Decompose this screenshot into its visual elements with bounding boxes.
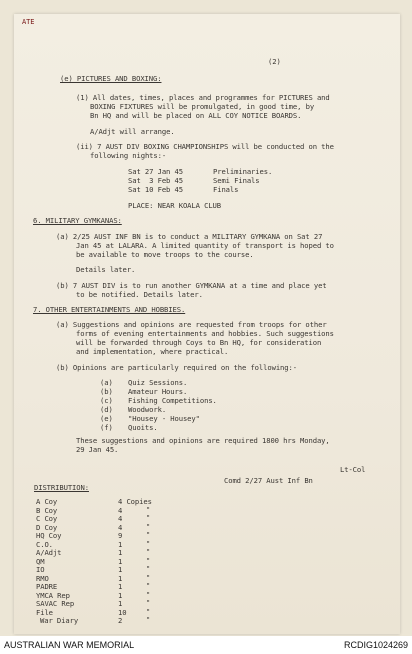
schedule-date-3: Sat 10 Feb 45 (128, 185, 183, 194)
footer-source: AUSTRALIAN WAR MEMORIAL (4, 640, 135, 650)
distribution-heading: DISTRIBUTION: (34, 483, 89, 492)
signature-unit: Comd 2/27 Aust Inf Bn (224, 476, 313, 485)
place-line: PLACE: NEAR KOALA CLUB (128, 201, 221, 210)
dist-copies: 1 (118, 573, 123, 583)
schedule-event-2: Semi Finals (213, 176, 260, 185)
schedule-date-2: Sat 3 Feb 45 (128, 176, 183, 185)
opinion-key-c: (c) (100, 396, 113, 405)
ditto-mark: " (146, 616, 151, 624)
opinion-item-c: Fishing Competitions. (128, 396, 217, 405)
schedule-event-1: Preliminaries. (213, 167, 273, 176)
dist-recipient: SAVAC Rep (36, 599, 75, 608)
dist-copies: 4 (118, 514, 123, 523)
ditto-mark: " (146, 522, 151, 531)
sec-7-a-line1: (a) Suggestions and opinions are requested from troops for other (56, 320, 327, 329)
ditto-mark: " (146, 548, 151, 556)
dist-recipient: RMO (36, 573, 49, 583)
page-number: (2) (268, 57, 281, 66)
section-e-heading: (e) PICTURES AND BOXING: (60, 74, 162, 83)
section-7-heading: 7. OTHER ENTERTAINMENTS AND HOBBIES. (33, 305, 186, 314)
opinion-key-e: (e) (100, 414, 113, 423)
footer-id: RCDIG1024269 (343, 640, 408, 650)
dist-copies: 4 (118, 522, 123, 532)
opinion-item-e: "Housey - Housey" (128, 414, 200, 423)
ditto-mark: " (146, 573, 151, 582)
section-6-heading: 6. MILITARY GYMKANAS: (33, 216, 122, 225)
opinion-item-b: Amateur Hours. (128, 387, 188, 396)
dist-copies: 1 (118, 582, 123, 591)
dist-copies: 2 (118, 616, 123, 625)
schedule-date-1: Sat 27 Jan 45 (128, 167, 183, 176)
dist-recipient: YMCA Rep (36, 590, 70, 600)
adjt-line: A/Adjt will arrange. (90, 127, 175, 136)
opinion-key-d: (d) (100, 405, 113, 414)
opinion-item-d: Woodwork. (128, 405, 167, 414)
ditto-mark: " (146, 607, 151, 616)
ditto-mark: " (146, 514, 151, 522)
opinion-item-a: Quiz Sessions. (128, 378, 188, 387)
ditto-mark: " (146, 539, 151, 548)
opinion-key-b: (b) (100, 387, 113, 396)
sec-e-p2-line1: (ii) 7 AUST DIV BOXING CHAMPIONSHIPS will be conducted on the (76, 142, 334, 151)
sec-7-a-line4: and implementation, where practical. (76, 347, 229, 356)
closing-line2: 29 Jan 45. (76, 445, 119, 454)
sec-6-a-line1: (a) 2/25 AUST INF BN is to conduct a MILITARY GYMKANA on Sat 27 (56, 232, 323, 241)
dist-copies: 4 (118, 505, 123, 515)
ditto-mark: " (146, 531, 151, 539)
dist-recipient: File (36, 607, 53, 617)
dist-recipient: HQ Coy (36, 531, 62, 540)
dist-copies: 1 (118, 565, 123, 574)
schedule-event-3: Finals (213, 185, 239, 194)
archive-footer (0, 636, 412, 654)
sec-7-b-line: (b) Opinions are particularly required on the following:- (56, 363, 297, 372)
dist-copies: 1 (118, 556, 123, 566)
dist-recipient: IO (36, 565, 45, 574)
corner-mark: ATE (22, 18, 35, 26)
dist-recipient: B Coy (36, 505, 58, 515)
sec-e-p2-line2: following nights:- (90, 151, 167, 160)
ditto-mark: " (146, 556, 151, 565)
ditto-mark: " (146, 582, 151, 590)
opinion-key-a: (a) (100, 378, 113, 387)
dist-copies: 1 (118, 590, 123, 600)
dist-copies: 10 (118, 607, 127, 617)
sec-6-a-line2: Jan 45 at LALARA. A limited quantity of transport is hoped to (76, 241, 334, 250)
sec-6-a-details: Details later. (76, 265, 136, 274)
sec-6-b-line1: (b) 7 AUST DIV is to run another GYMKANA at a time and place yet (56, 281, 327, 290)
sec-e-p1-line2: BOXING FIXTURES will be promulgated, in good time, by (90, 102, 315, 111)
dist-recipient: A Coy (36, 497, 58, 506)
closing-line1: These suggestions and opinions are required 1800 hrs Monday, (76, 436, 330, 445)
ditto-mark: " (146, 565, 151, 573)
sec-6-b-line2: to be notified. Details later. (76, 290, 203, 299)
dist-recipient: War Diary (40, 616, 79, 625)
sec-6-a-line3: be available to move troops to the course. (76, 250, 254, 259)
ditto-mark: " (146, 599, 151, 607)
sec-7-a-line2: forms of evening entertainments and hobbies. Such suggestions (76, 329, 334, 338)
ditto-mark: " (146, 505, 151, 514)
dist-copies: 1 (118, 548, 123, 557)
dist-recipient: QM (36, 556, 45, 566)
sec-e-p1-line3: Bn HQ and will be placed on ALL COY NOTICE BOARDS. (90, 111, 302, 120)
dist-copies: 4 Copies (118, 497, 152, 506)
dist-recipient: A/Adjt (36, 548, 62, 557)
dist-copies: 9 (118, 531, 123, 540)
sec-7-a-line3: will be forwarded through Coys to Bn HQ, for consideration (76, 338, 322, 347)
opinion-key-f: (f) (100, 423, 113, 432)
dist-copies: 1 (118, 539, 123, 549)
dist-recipient: C.O. (36, 539, 53, 549)
dist-recipient: C Coy (36, 514, 58, 523)
signature-rank: Lt-Col (340, 465, 366, 474)
ditto-mark: " (146, 590, 151, 599)
sec-e-p1-line1: (1) All dates, times, places and programmes for PICTURES and (76, 93, 330, 102)
dist-recipient: PADRE (36, 582, 58, 591)
dist-copies: 1 (118, 599, 123, 608)
opinion-item-f: Quoits. (128, 423, 158, 432)
dist-recipient: D Coy (36, 522, 58, 532)
